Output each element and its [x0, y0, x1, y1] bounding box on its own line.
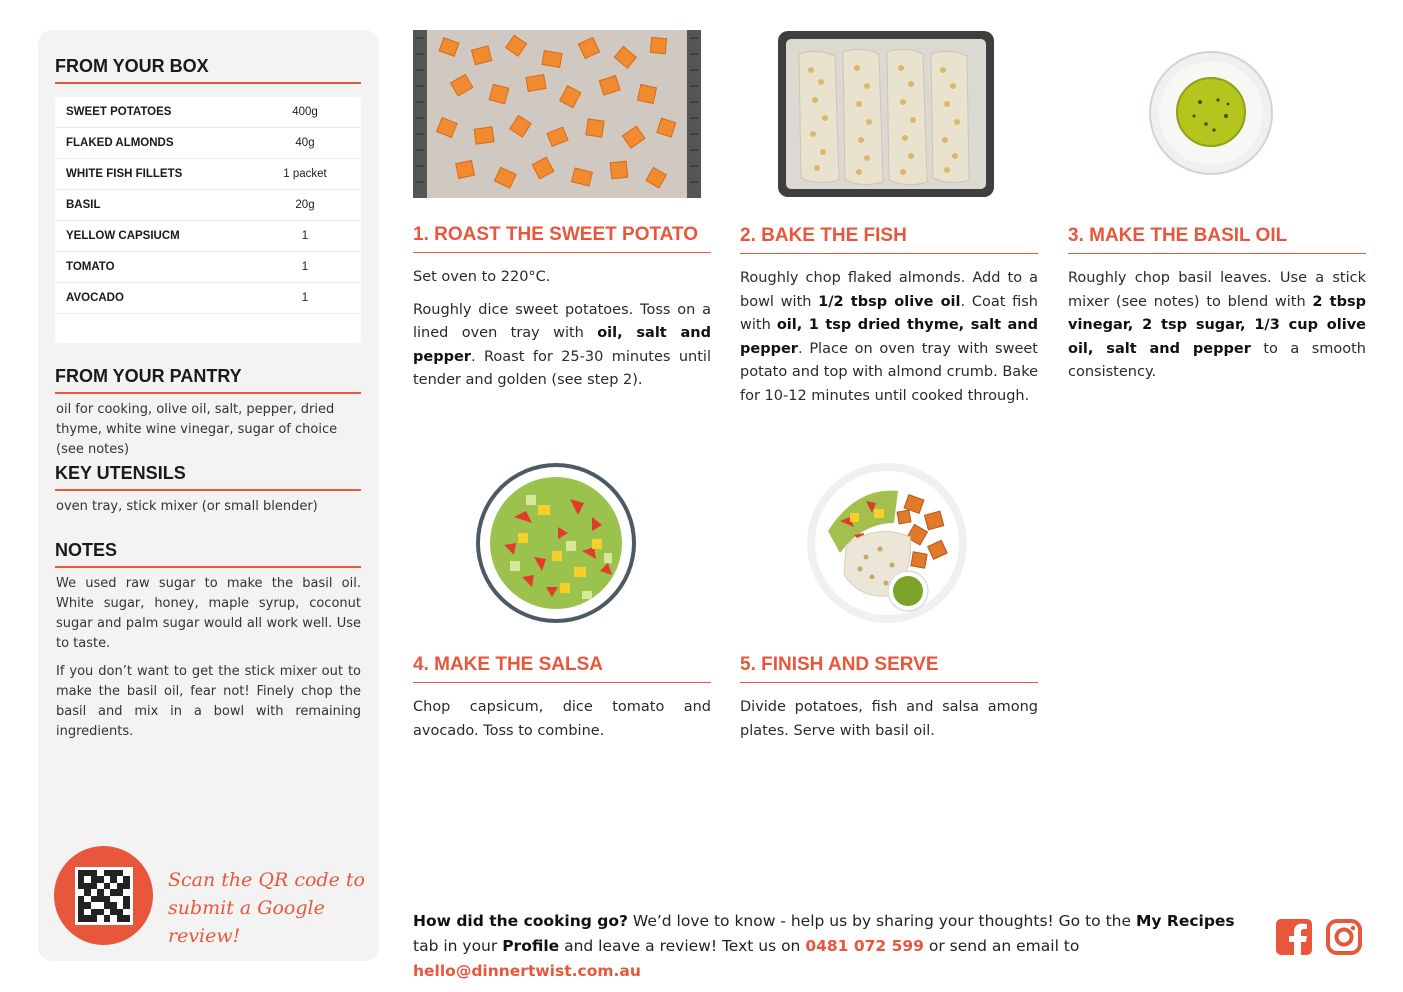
ingredients-table: [55, 97, 361, 343]
qr-badge[interactable]: [54, 846, 153, 945]
table-row: BASIL 20g: [55, 190, 361, 221]
step-2-text: Roughly chop flaked almonds. Add to a bowl with 1/2 tbsp olive oil. Coat fish with oil, 1 tsp dried thyme, salt and pepper. Place on oven tray with sweet potato and top with almond crumb. Bake for 10-12 minutes until cooked through.: [740, 270, 1039, 404]
facebook-icon[interactable]: [1275, 918, 1313, 956]
notes-paragraph: We used raw sugar to make the basil oil. White sugar, honey, maple syrup, coconut sugar and palm sugar would all work well. Use to taste.: [56, 576, 361, 651]
qr-caption: Scan the QR code to submit a Google review!: [168, 869, 365, 947]
step-3-text: Roughly chop basil leaves. Use a stick mixer (see notes) to blend with 2 tbsp vinegar, 2 tsp sugar, 1/3 cup olive oil, salt and pepper to a smooth consistency.: [1068, 270, 1366, 380]
table-row: YELLOW CAPSIUCM 1: [55, 221, 361, 252]
pantry-text: oil for cooking, olive oil, salt, pepper, dried thyme, white wine vinegar, sugar of choice (see notes): [56, 402, 338, 457]
step-2-title: 2. BAKE THE FISH: [740, 225, 1038, 254]
table-row: WHITE FISH FILLETS 1 packet: [55, 159, 361, 190]
qr-code-icon[interactable]: [75, 867, 133, 925]
table-row: FLAKED ALMONDS 40g: [55, 128, 361, 159]
notes-paragraph: If you don’t want to get the stick mixer out to make the basil oil, fear not! Finely chop the basil and mix in a bowl with remaining ingredients.: [56, 664, 361, 739]
table-row: AVOCADO 1: [55, 283, 361, 314]
step-4-text: Chop capsicum, dice tomato and avocado. Toss to combine.: [413, 699, 711, 739]
step-3-title: 3. MAKE THE BASIL OIL: [1068, 225, 1366, 254]
fish-tray-photo: [777, 30, 995, 198]
utensils-text: oven tray, stick mixer (or small blender): [56, 499, 318, 514]
step-5-text: Divide potatoes, fish and salsa among plates. Serve with basil oil.: [740, 699, 1038, 739]
from-your-pantry-title: FROM YOUR PANTRY: [55, 366, 361, 394]
instagram-icon[interactable]: [1325, 918, 1363, 956]
served-plate-photo: [806, 461, 968, 625]
step-5-title: 5. FINISH AND SERVE: [740, 654, 1038, 683]
email-link[interactable]: hello@dinnertwist.com.au: [413, 962, 641, 980]
step-4-title: 4. MAKE THE SALSA: [413, 654, 711, 683]
phone-link[interactable]: 0481 072 599: [805, 937, 924, 955]
from-your-box-title: FROM YOUR BOX: [55, 56, 361, 84]
ingredients-sidebar: [38, 30, 379, 961]
basil-oil-bowl-photo: [1148, 50, 1274, 176]
notes-text: [56, 574, 361, 750]
step-1-title: 1. ROAST THE SWEET POTATO: [413, 224, 711, 253]
salsa-bowl-photo: [474, 461, 638, 625]
sweet-potato-tray-photo: [413, 30, 701, 198]
table-row: TOMATO 1: [55, 252, 361, 283]
key-utensils-title: KEY UTENSILS: [55, 463, 361, 491]
notes-title: NOTES: [55, 540, 361, 568]
step-1-text: Set oven to 220°C. Roughly dice sweet potatoes. Toss on a lined oven tray with oil, salt and pepper. Roast for 25-30 minutes until tender and golden (see step 2).: [413, 269, 712, 388]
review-prompt: How did the cooking go? We’d love to know - help us by sharing your thoughts! Go to the My Recipes tab in your Profile and leave a review! Text us on 0481 072 599 or send an email to hello@dinnertwist.com.au: [413, 912, 1235, 980]
table-row: SWEET POTATOES 400g: [55, 97, 361, 128]
